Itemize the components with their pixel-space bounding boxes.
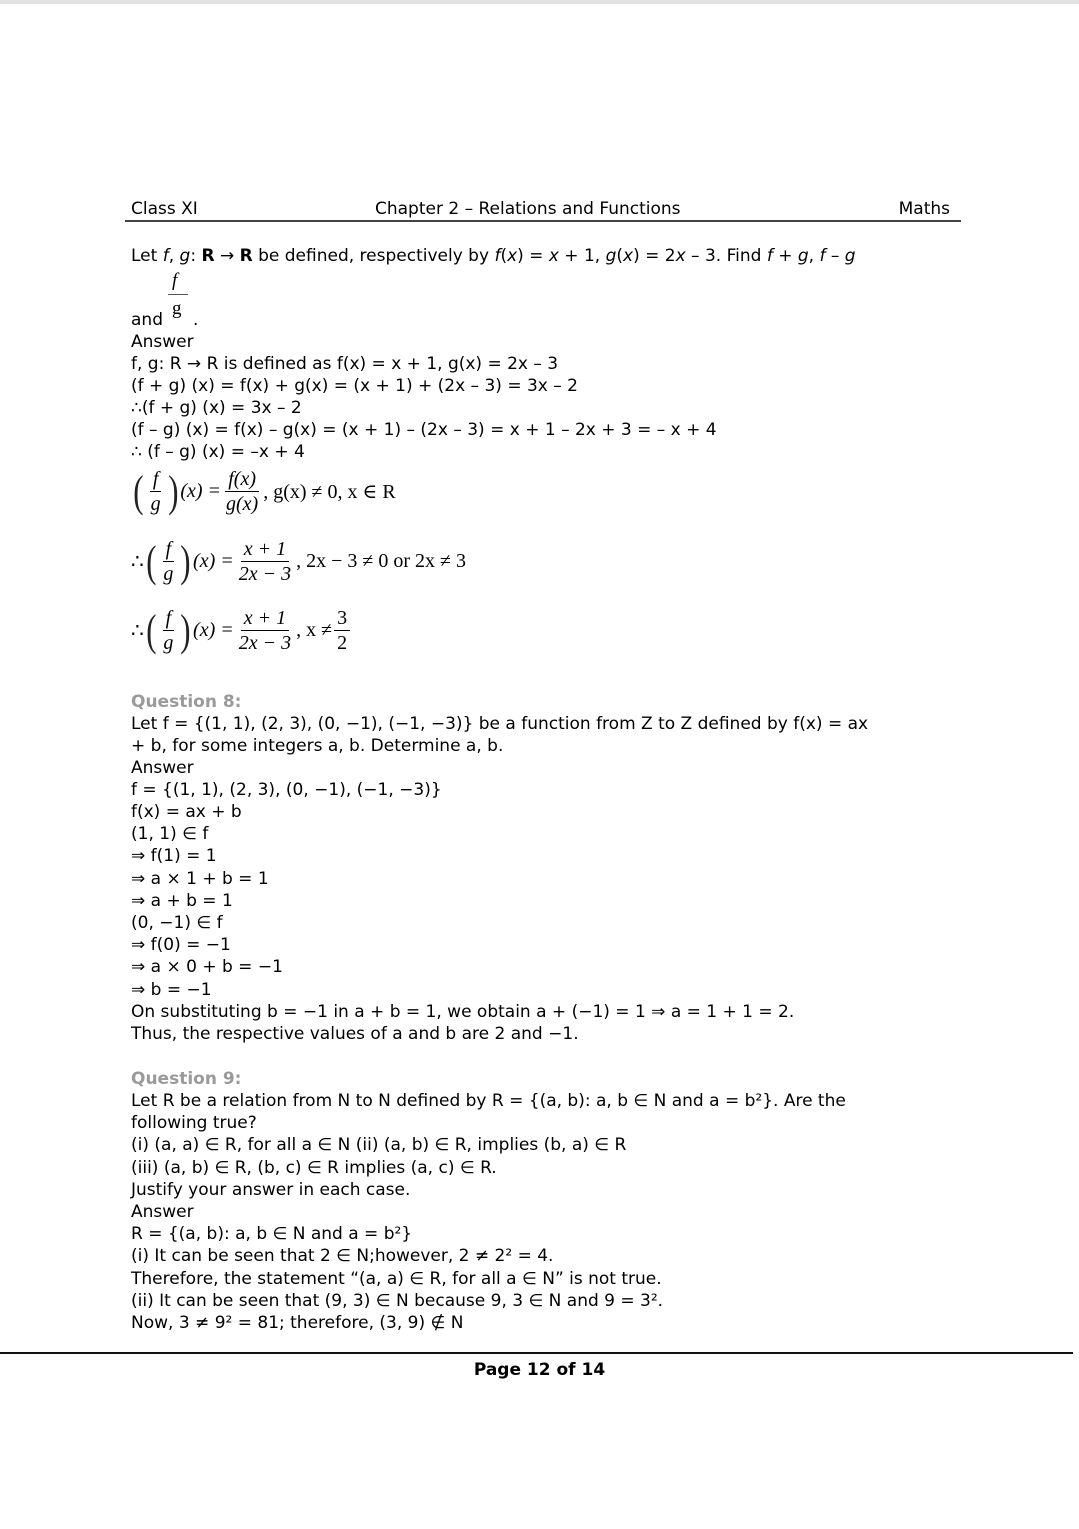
q8-answer-line: (1, 1) ∈ f <box>131 824 209 844</box>
q8-answer-line: (0, −1) ∈ f <box>131 913 223 933</box>
q7-answer-line: f, g: R → R is defined as f(x) = x + 1, g(x) = 2x – 3 <box>131 354 559 374</box>
q9-answer-label: Answer <box>131 1202 194 1222</box>
header-chapter: Chapter 2 – Relations and Functions <box>375 199 681 219</box>
question-9-label: Question 9: <box>131 1069 242 1089</box>
question-8-label: Question 8: <box>131 692 242 712</box>
q8-answer-label: Answer <box>131 758 194 778</box>
q8-question-line: + b, for some integers a, b. Determine a, b. <box>131 736 504 756</box>
q8-answer-line: ⇒ a × 1 + b = 1 <box>131 869 269 889</box>
q7-formula-3: ∴ ( $\frac{f}{g}$ ) (x) = $\frac{x + 1}{2x - 3}$ , x ≠ $\frac{3}{2}$ <box>131 605 352 656</box>
q7-formula-1: ( $\frac{f}{g}$ ) (x) = $\frac{f(x)}{g(x)}$ , g(x) ≠ 0, x ∈ R <box>133 467 396 516</box>
q8-answer-line: ⇒ b = −1 <box>131 980 212 1000</box>
q7-answer-line: ∴ (f – g) (x) = –x + 4 <box>131 442 305 462</box>
page-number: Page 12 of 14 <box>473 1360 606 1380</box>
q8-answer-line: On substituting b = −1 in a + b = 1, we obtain a + (−1) = 1 ⇒ a = 1 + 1 = 2. <box>131 1002 795 1022</box>
q9-question-line: (i) (a, a) ∈ R, for all a ∈ N (ii) (a, b) ∈ R, implies (b, a) ∈ R <box>131 1135 627 1155</box>
q8-answer-line: f = {(1, 1), (2, 3), (0, −1), (−1, −3)} <box>131 780 442 800</box>
q9-answer-line: R = {(a, b): a, b ∈ N and a = b²} <box>131 1224 413 1244</box>
q8-answer-line: ⇒ f(1) = 1 <box>131 846 217 866</box>
q7-answer-line: (f – g) (x) = f(x) – g(x) = (x + 1) – (2x – 3) = x + 1 – 2x + 3 = – x + 4 <box>131 420 717 440</box>
q9-question-line: (iii) (a, b) ∈ R, (b, c) ∈ R implies (a, c) ∈ R. <box>131 1158 497 1178</box>
q7-and-line: and . <box>131 310 199 330</box>
q9-answer-line: Now, 3 ≠ 9² = 81; therefore, (3, 9) ∉ N <box>131 1313 464 1333</box>
q7-answer-line: (f + g) (x) = f(x) + g(x) = (x + 1) + (2x – 3) = 3x – 2 <box>131 376 578 396</box>
q7-question-line: Let f, g: R → R be defined, respectively by f(x) = x + 1, g(x) = 2x – 3. Find f + g, f – g <box>131 246 856 266</box>
q9-question-line: Let R be a relation from N to N defined by R = {(a, b): a, b ∈ N and a = b²}. Are the <box>131 1091 846 1111</box>
header-subject: Maths <box>898 199 950 219</box>
q9-question-line: following true? <box>131 1113 257 1133</box>
q8-answer-line: ⇒ a + b = 1 <box>131 891 233 911</box>
q9-answer-line: (ii) It can be seen that (9, 3) ∈ N because 9, 3 ∈ N and 9 = 3². <box>131 1291 664 1311</box>
footer-rule <box>0 1352 1073 1354</box>
q8-answer-line: ⇒ f(0) = −1 <box>131 935 231 955</box>
q8-question-line: Let f = {(1, 1), (2, 3), (0, −1), (−1, −3)} be a function from Z to Z defined by f(x) = ax <box>131 714 869 734</box>
header-class: Class XI <box>131 199 198 219</box>
q9-answer-line: Therefore, the statement “(a, a) ∈ R, for all a ∈ N” is not true. <box>131 1269 662 1289</box>
page-header <box>125 198 961 222</box>
q9-answer-line: (i) It can be seen that 2 ∈ N;however, 2 ≠ 2² = 4. <box>131 1246 554 1266</box>
q9-question-line: Justify your answer in each case. <box>131 1180 411 1200</box>
q8-answer-line: Thus, the respective values of a and b are 2 and −1. <box>131 1024 579 1044</box>
q7-formula-2: ∴ ( $\frac{f}{g}$ ) (x) = $\frac{x + 1}{2x - 3}$ , 2x − 3 ≠ 0 or 2x ≠ 3 <box>131 537 467 586</box>
q7-answer-line: ∴(f + g) (x) = 3x – 2 <box>131 398 302 418</box>
q8-answer-line: f(x) = ax + b <box>131 802 242 822</box>
q8-answer-line: ⇒ a × 0 + b = −1 <box>131 957 283 977</box>
top-band <box>0 0 1079 4</box>
q7-answer-label: Answer <box>131 332 194 352</box>
